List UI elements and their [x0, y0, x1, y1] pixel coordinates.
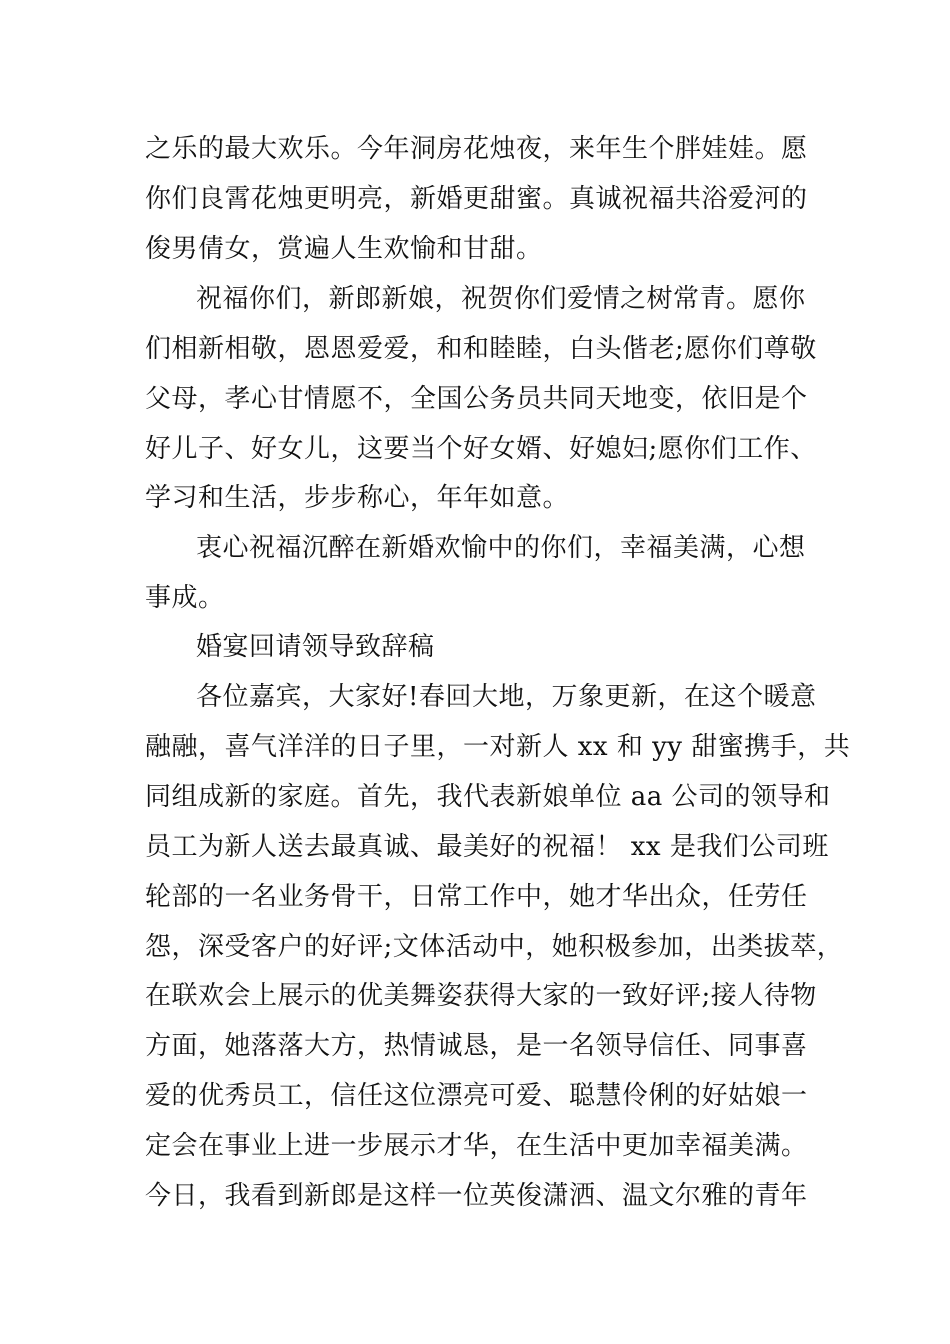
text-line: 各位嘉宾，大家好!春回大地，万象更新，在这个暖意	[196, 682, 817, 712]
text-line: 怨，深受客户的好评;文体活动中，她积极参加，出类拔萃，	[145, 932, 844, 962]
text-line: 好儿子、好女儿，这要当个好女婿、好媳妇;愿你们工作、	[145, 434, 817, 464]
text-line: 之乐的最大欢乐。今年洞房花烛夜，来年生个胖娃娃。愿	[145, 134, 808, 164]
text-line: 俊男倩女，赏遍人生欢愉和甘甜。	[145, 234, 543, 264]
text-line: 学习和生活，步步称心，年年如意。	[145, 483, 570, 513]
text-line: 们相新相敬，恩恩爱爱，和和睦睦，白头偕老;愿你们尊敬	[145, 334, 817, 364]
text-line: 事成。	[145, 583, 225, 613]
text-line: 融融，喜气洋洋的日子里，一对新人 xx 和 yy 甜蜜携手，共	[145, 732, 851, 762]
text-line: 祝福你们，新郎新娘，祝贺你们爱情之树常青。愿你	[196, 284, 806, 314]
section-heading: 婚宴回请领导致辞稿	[196, 632, 435, 662]
text-line: 父母，孝心甘情愿不，全国公务员共同天地变，依旧是个	[145, 384, 808, 414]
text-line: 在联欢会上展示的优美舞姿获得大家的一致好评;接人待物	[145, 981, 817, 1011]
text-line: 衷心祝福沉醉在新婚欢愉中的你们，幸福美满，心想	[196, 533, 806, 563]
text-line: 员工为新人送去最真诚、最美好的祝福！ xx 是我们公司班	[145, 832, 829, 862]
text-line: 你们良霄花烛更明亮，新婚更甜蜜。真诚祝福共浴爱河的	[145, 184, 808, 214]
text-line: 轮部的一名业务骨干，日常工作中，她才华出众，任劳任	[145, 882, 808, 912]
text-line: 方面，她落落大方，热情诚恳，是一名领导信任、同事喜	[145, 1031, 808, 1061]
text-line: 同组成新的家庭。首先，我代表新娘单位 aa 公司的领导和	[145, 782, 831, 812]
text-line: 定会在事业上进一步展示才华，在生活中更加幸福美满。	[145, 1131, 808, 1161]
text-line: 爱的优秀员工，信任这位漂亮可爱、聪慧伶俐的好姑娘一	[145, 1081, 808, 1111]
text-line: 今日，我看到新郎是这样一位英俊潇洒、温文尔雅的青年	[145, 1181, 808, 1211]
